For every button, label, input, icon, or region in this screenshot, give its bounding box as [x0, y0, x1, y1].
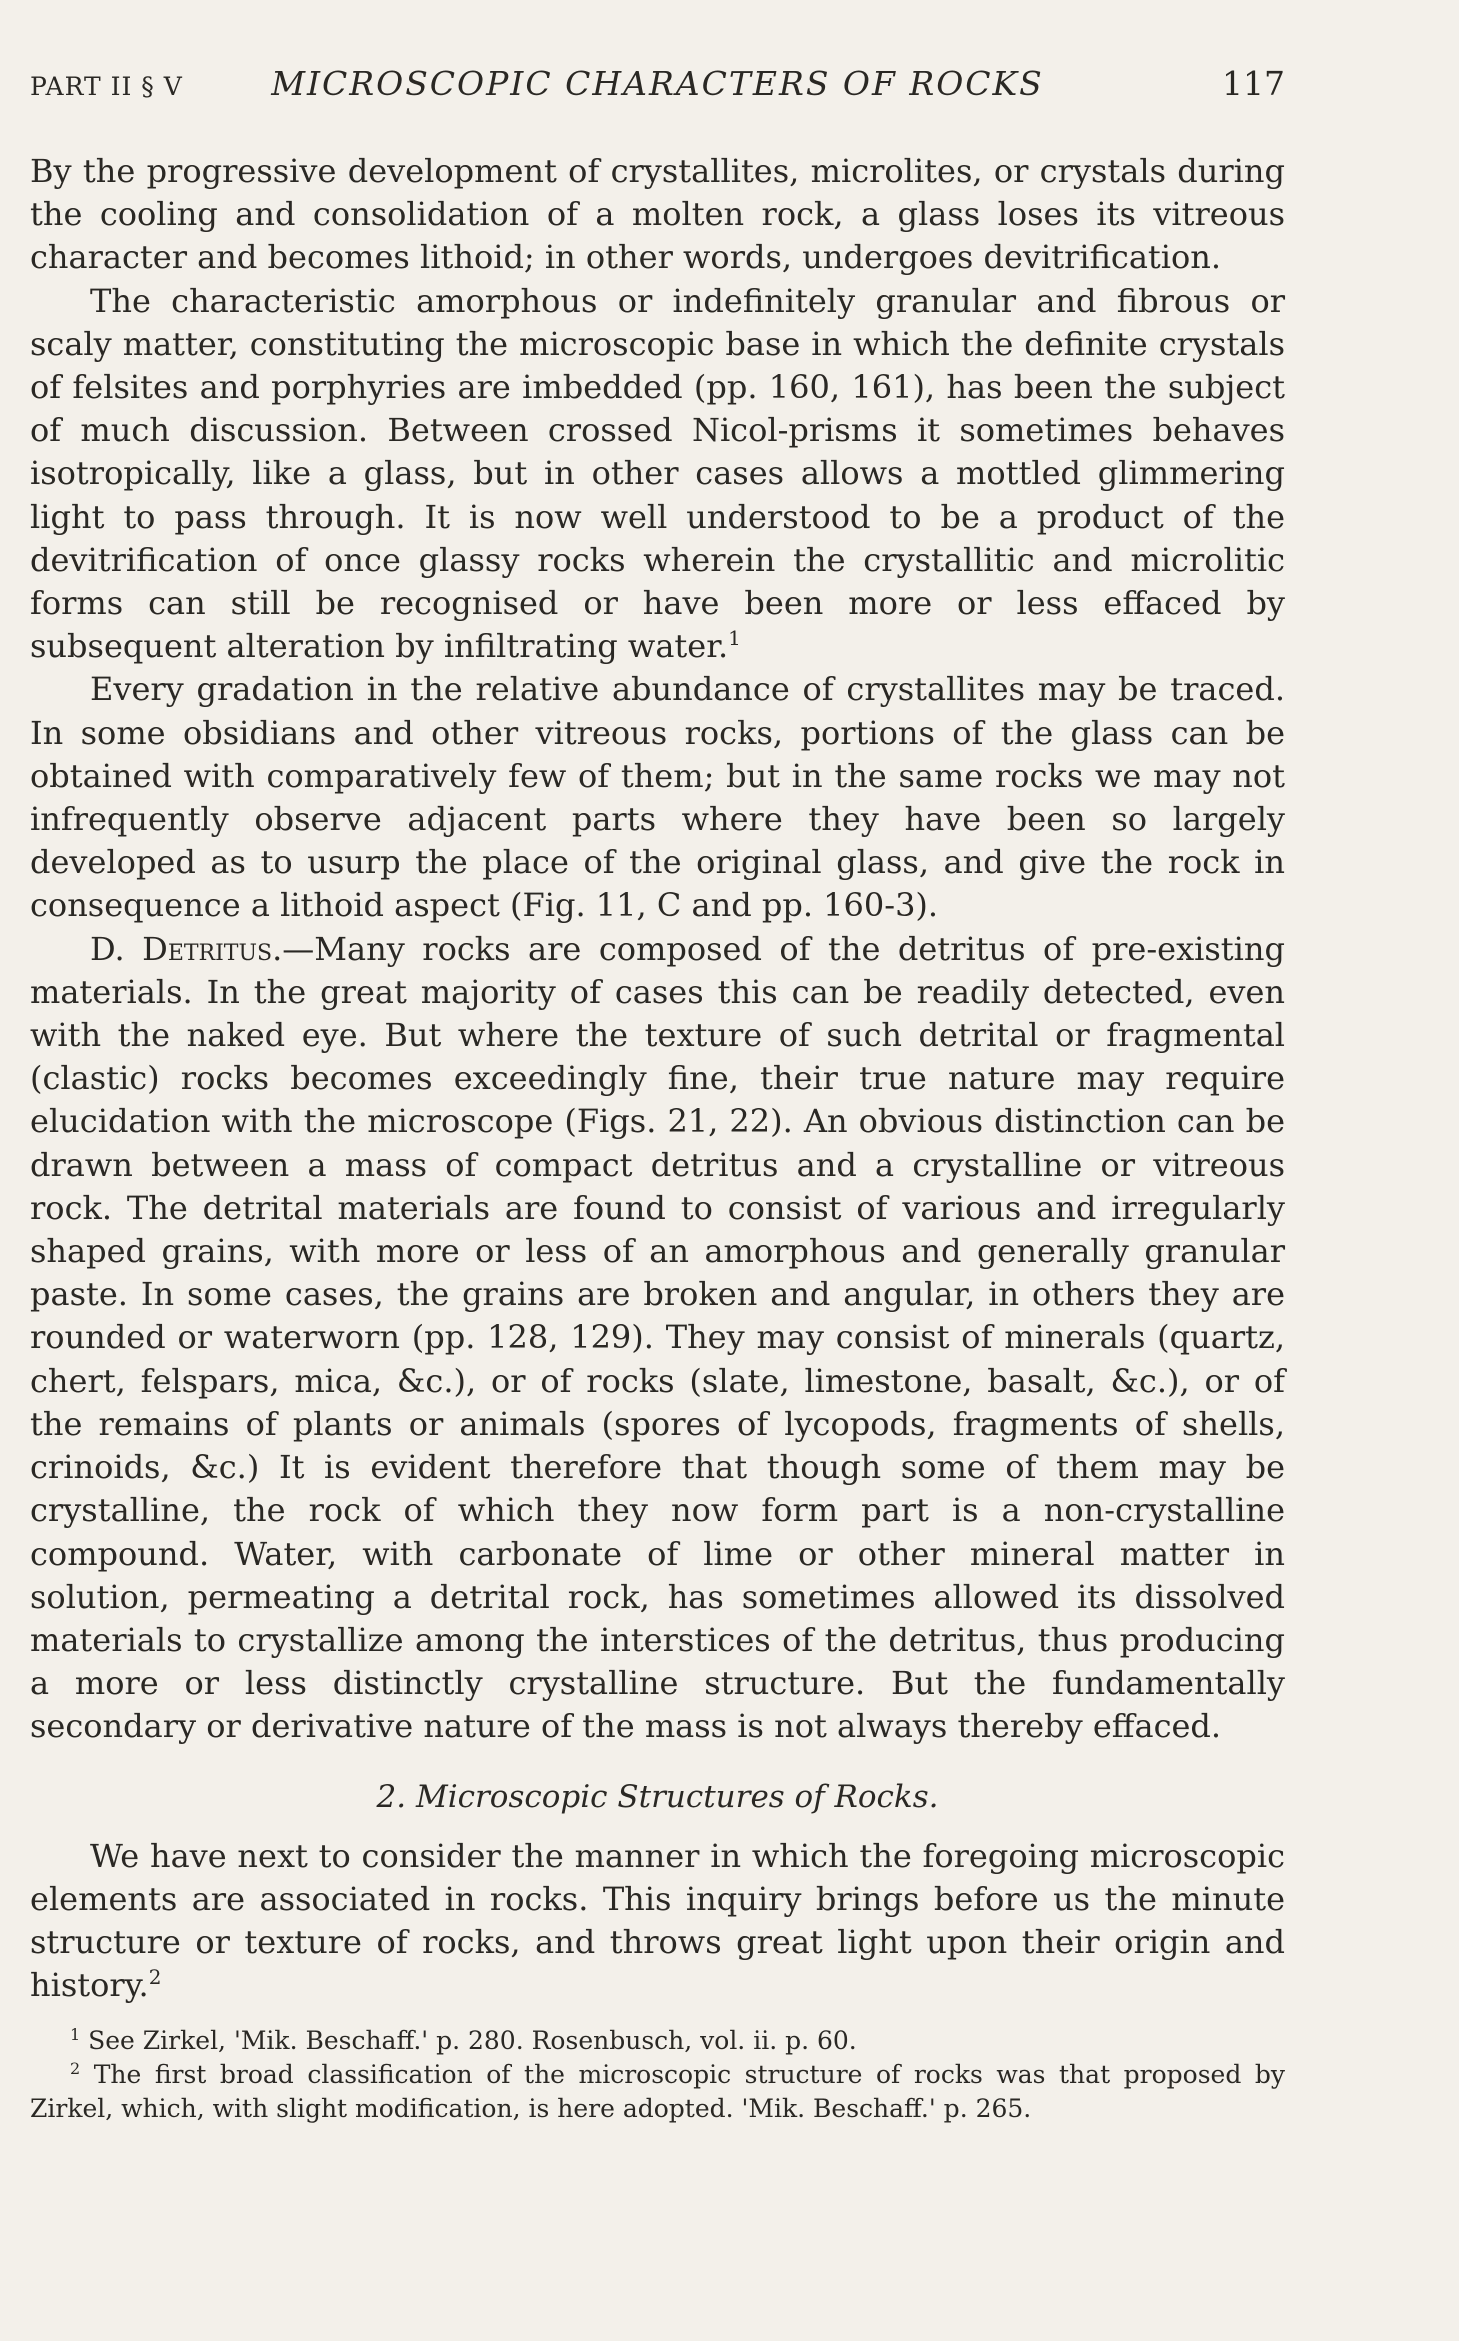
- section-heading: 2. Microscopic Structures of Rocks.: [376, 1778, 939, 1815]
- footnotes: [30, 2024, 1285, 2126]
- footnote-marker-1: 1: [70, 2024, 81, 2044]
- part-section-label: PART II § V: [30, 72, 183, 101]
- paragraph-amorphous-base: The characteristic amorphous or indefinitely granular and fibrous or scaly matter, constituting the microscopic base in which the definite crystals of felsites and porphyries are imbedded (pp. 160, 161), has been the subject of much discussion. Between crossed Nicol-prisms it sometimes behaves isotropically, like a glass, but in other cases allows a mottled glimmering light to pass through. It is now well understood to be a product of the devitrification of once glassy rocks wherein the crystallitic and microlitic forms can still be recognised or have been more or less effaced by subsequent alteration by infiltrating water.$^1$: [30, 281, 1285, 666]
- footnote-2: $^2$ The first broad classification of the microscopic structure of rocks was that proposed by Zirkel, which, with slight modification, is here adopted. 'Mik. Beschaff.' p. 265.: [30, 2058, 1285, 2123]
- body-text: [30, 150, 1285, 2126]
- paragraph-devitrification: By the progressive development of crystallites, microlites, or crystals during the cooling and consolidation of a molten rock, a glass loses its vitreous character and becomes lithoid; in other words, undergoes devitrification.: [30, 152, 1285, 277]
- detritus-label: D. Detritus.—: [90, 929, 315, 968]
- chapter-title: MICROSCOPIC CHARACTERS OF ROCKS: [271, 64, 1044, 103]
- footnote-1: $^1$ See Zirkel, 'Mik. Beschaff.' p. 280. Rosenbusch, vol. ii. p. 60.: [70, 2024, 857, 2055]
- footnote-ref-2[interactable]: 2: [148, 1965, 162, 1990]
- footnote-ref-1[interactable]: 1: [728, 626, 741, 651]
- page-number: 117: [1222, 64, 1285, 103]
- paragraph-crystallite-gradation: Every gradation in the relative abundance of crystallites may be traced. In some obsidians and other vitreous rocks, portions of the glass can be obtained with comparatively few of them; but in the same rocks we may not infrequently observe adjacent parts where they have been so largely developed as to usurp the place of the original glass, and give the rock in consequence a lithoid aspect (Fig. 11, C and pp. 160-3).: [30, 670, 1285, 925]
- footnote-marker-2: 2: [70, 2058, 81, 2078]
- running-header: [30, 64, 1285, 108]
- paragraph-microscopic-structures: We have next to consider the manner in which the foregoing microscopic elements are associated in rocks. This inquiry brings before us the minute structure or texture of rocks, and throws great light upon their origin and history.$^2$: [30, 1836, 1285, 2005]
- paragraph-detritus: D. Detritus.—Many rocks are composed of the detritus of pre-existing materials. In the great majority of cases this can be readily detected, even with the naked eye. But where the texture of such detrital or fragmental (clastic) rocks becomes exceedingly fine, their true nature may require elucidation with the microscope (Figs. 21, 22). An obvious distinction can be drawn between a mass of compact detritus and a crystalline or vitreous rock. The detrital materials are found to consist of various and irregularly shaped grains, with more or less of an amorphous and generally granular paste. In some cases, the grains are broken and angular, in others they are rounded or waterworn (pp. 128, 129). They may consist of minerals (quartz, chert, felspars, mica, &c.), or of rocks (slate, limestone, basalt, &c.), or of the remains of plants or animals (spores of lycopods, fragments of shells, crinoids, &c.) It is evident therefore that though some of them may be crystalline, the rock of which they now form part is a non-crystalline compound. Water, with carbonate of lime or other mineral matter in solution, permeating a detrital rock, has sometimes allowed its dissolved materials to crystallize among the interstices of the detritus, thus producing a more or less distinctly crystalline structure. But the fundamentally secondary or derivative nature of the mass is not always thereby effaced.: [30, 929, 1285, 1746]
